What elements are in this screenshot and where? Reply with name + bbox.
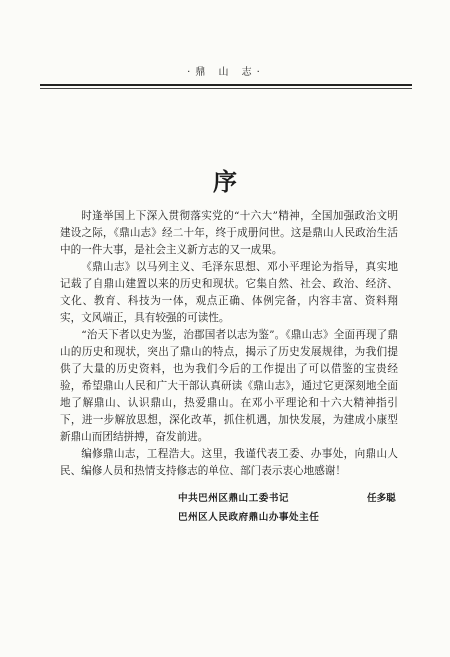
running-header: ·鼎 山 志· <box>187 67 265 78</box>
paragraph-2: 《鼎山志》以马列主义、毛泽东思想、邓小平理论为指导，真实地记载了自鼎山建置以来的历史和现状。它集自然、社会、政治、经济、文化、教育、科技为一体，观点正确、体例完备，内容丰富、资料翔实，文风端正，具有较强的可读性。 <box>60 261 398 324</box>
signature-name: 任多聪 <box>367 493 396 504</box>
preface-title: 序 <box>213 168 237 196</box>
paragraph-3: “治天下者以史为鉴，治郡国者以志为鉴”。《鼎山志》全面再现了鼎山的历史和现状，突出了鼎山的特点，揭示了历史发展规律，为我们提供了大量的历史资料，也为我们今后的工作提出了可以借鉴的宝贵经验，希望鼎山人民和广大干部认真研读《鼎山志》，通过它更深刻地全面地了解鼎山、认识鼎山，热爱鼎山。在邓小平理论和十六大精神指引下，进一步解放思想，深化改革，抓住机遇，加快发展，为建成小康型新鼎山而团结拼搏，奋发前进。 <box>60 329 398 443</box>
preface-body <box>60 208 398 480</box>
signature-title-2: 巴州区人民政府鼎山办事处主任 <box>178 512 320 523</box>
paragraph-1: 时逢举国上下深入贯彻落实党的“十六大”精神，全国加强政治文明建设之际，《鼎山志》经二十年，终于成册问世。这是鼎山人民政治生活中的一件大事，是社会主义新方志的又一成果。 <box>60 210 398 256</box>
paragraph-4: 编修鼎山志，工程浩大。这里，我谨代表工委、办事处，向鼎山人民、编修人员和热情支持修志的单位、部门表示衷心地感谢！ <box>60 448 398 477</box>
header-rule <box>40 84 412 86</box>
signature-title-1: 中共巴州区鼎山工委书记 <box>178 493 290 504</box>
